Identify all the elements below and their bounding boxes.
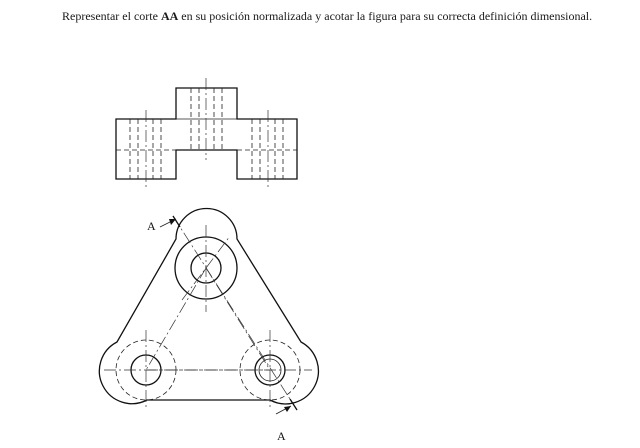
instruction-text-end: en su posición normalizada y acotar la figura para su correcta definición dimensional. <box>178 9 593 23</box>
section-arrow-top-head <box>169 219 176 225</box>
cutting-plane-end-bottom <box>290 399 297 410</box>
front-view <box>116 78 297 187</box>
centerline-top-right <box>206 268 270 370</box>
plan-view <box>99 208 318 443</box>
section-name: AA <box>160 9 179 23</box>
section-label-bottom: A <box>277 429 286 443</box>
front-view-outline <box>116 88 297 179</box>
cutting-plane-end-top <box>173 216 180 227</box>
cutting-plane-line <box>173 216 297 410</box>
instruction-text-start: Representar el corte <box>62 9 161 23</box>
section-label-top: A <box>147 219 156 233</box>
centerline-top-left <box>146 268 206 370</box>
